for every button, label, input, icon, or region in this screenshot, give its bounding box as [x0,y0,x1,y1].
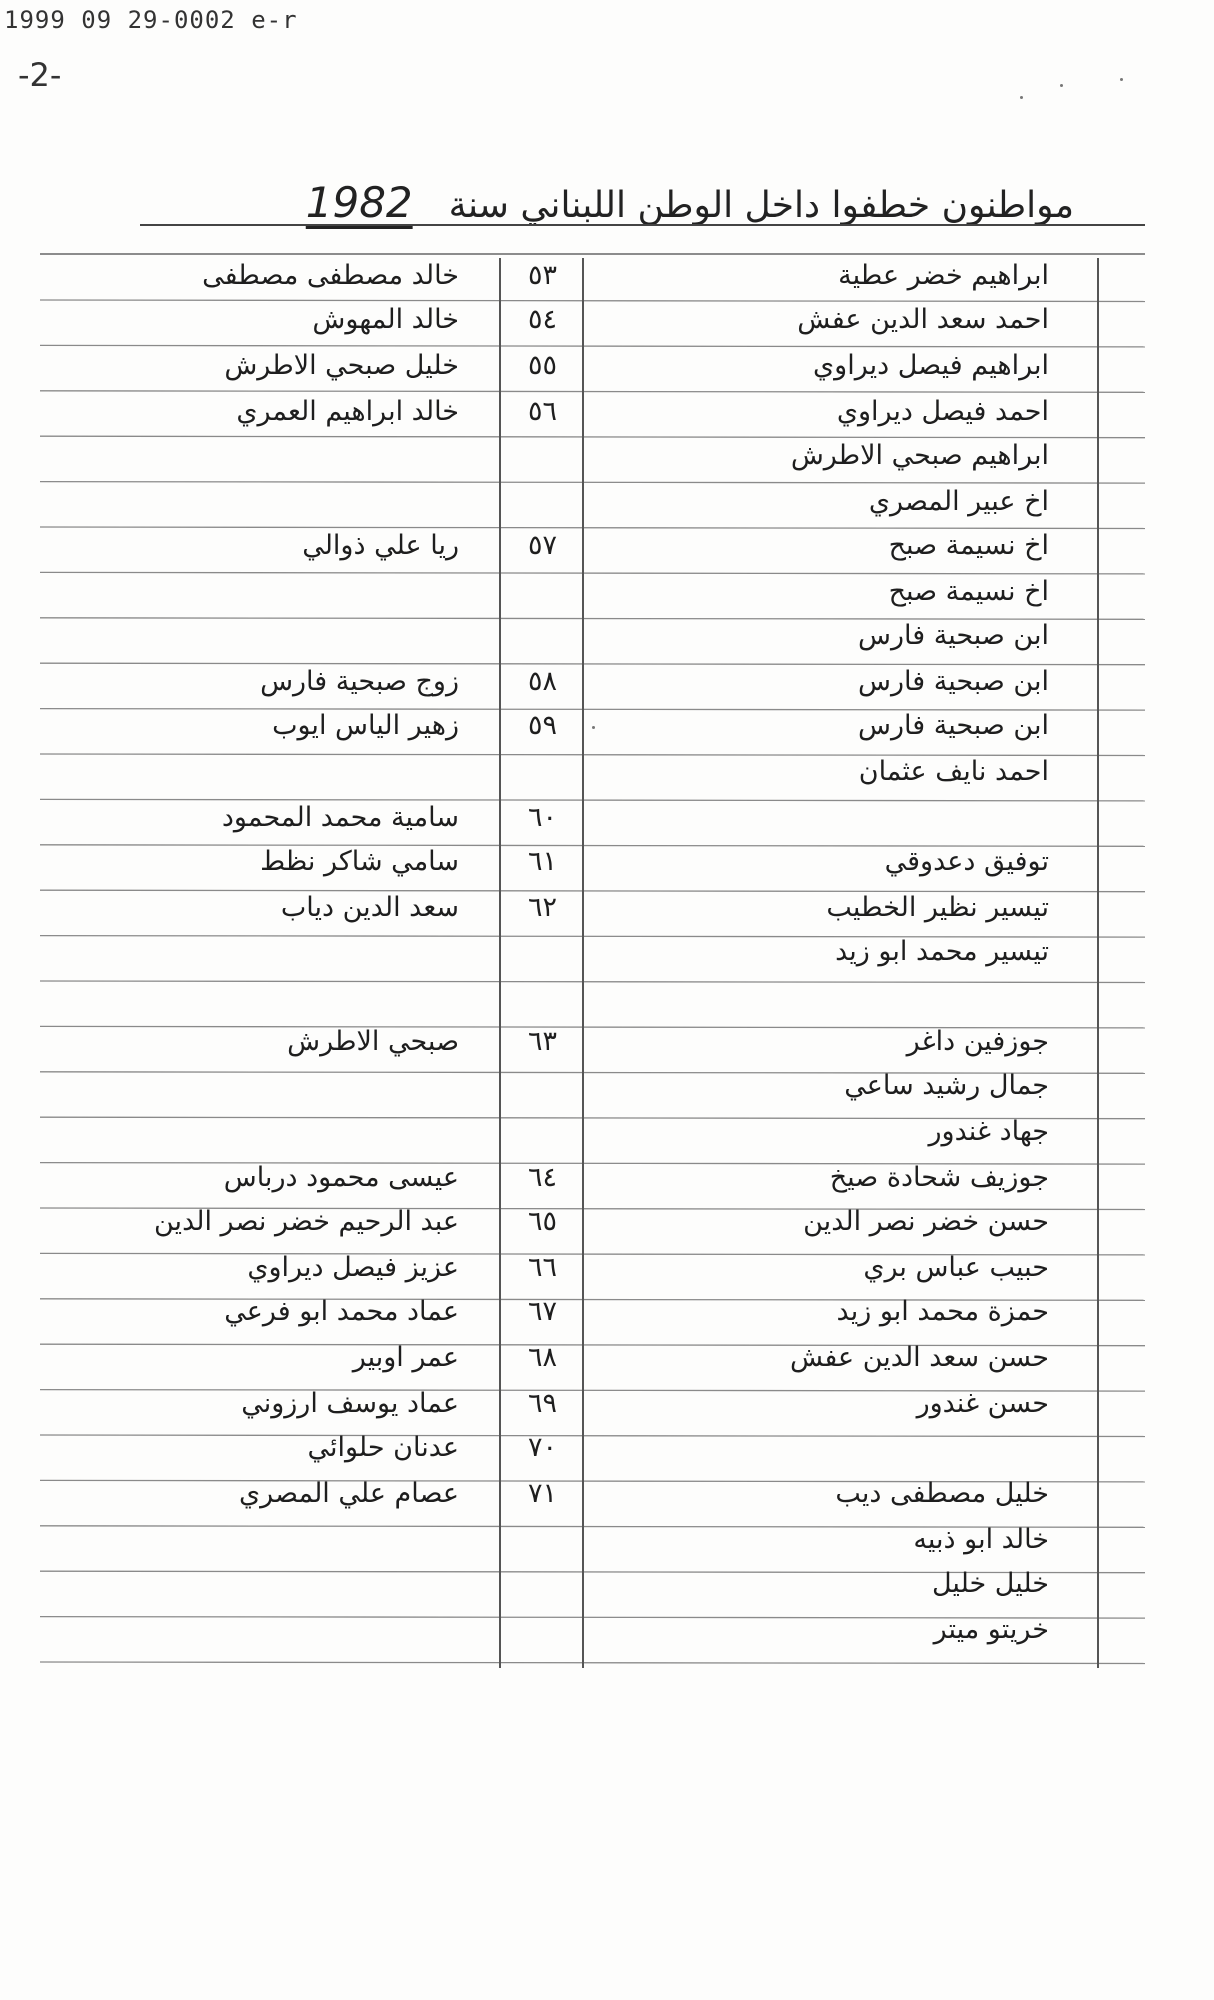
page-number: -2- [18,56,62,94]
row-number: ٥٣ [527,260,557,291]
row-number: ٧٠ [527,1432,557,1463]
ruled-line [40,1662,1145,1664]
scan-speck [1020,96,1023,99]
list-item: ابراهيم خضر عطية [838,260,1049,291]
row-number: ٦١ [527,846,557,877]
list-item: ابن صبحية فارس [858,666,1049,697]
list-item: احمد نايف عثمان [858,756,1049,787]
list-item: عماد محمد ابو فرعي [224,1296,459,1327]
list-item: ابراهيم فيصل ديراوي [813,350,1049,381]
list-item: حسن غندور [916,1388,1049,1419]
ruled-line [40,981,1145,983]
row-number: ٥٩ [527,710,557,741]
list-item: خليل خليل [931,1568,1049,1599]
list-item: اخ عبير المصري [868,486,1049,517]
ruled-line [40,345,1145,347]
list-item: احمد سعد الدين عفش [797,304,1049,335]
list-item: سامية محمد المحمود [221,802,459,833]
row-number: ٥٨ [527,666,557,697]
list-item: خالد ابو ذبيه [913,1524,1049,1555]
row-number: ٦٣ [527,1026,557,1057]
list-item: سعد الدين دياب [280,892,459,923]
list-item: ابن صبحية فارس [858,620,1049,651]
ruled-line [40,799,1145,801]
ruled-line [40,1435,1145,1437]
list-item: عصام علي المصري [239,1478,459,1509]
list-item: زهير الياس ايوب [272,710,459,741]
list-item: ابراهيم صبحي الاطرش [790,440,1049,471]
list-item: خليل مصطفى ديب [835,1478,1049,1509]
ruled-line [40,391,1145,393]
row-number: ٥٤ [527,304,557,335]
row-number: ٦٢ [527,892,557,923]
row-number: ٦٦ [527,1252,557,1283]
list-item: عيسى محمود درباس [223,1162,459,1193]
list-item: عبد الرحيم خضر نصر الدين [154,1206,459,1237]
list-item: خالد المهوش [312,304,459,335]
row-number: ٦٩ [527,1388,557,1419]
list-item: خليل صبحي الاطرش [224,350,459,381]
list-item: سامي شاكر نظط [260,846,459,877]
row-number: ٦٨ [527,1342,557,1373]
list-item: زوج صبحية فارس [260,666,459,697]
row-number: ٦٠ [527,802,557,833]
list-item: جوزيف شحادة صيخ [829,1162,1049,1193]
row-number: ٦٥ [527,1206,557,1237]
list-item: ابن صبحية فارس [858,710,1049,741]
list-item: خريتو ميتر [933,1614,1049,1645]
list-item: حبيب عباس بري [863,1252,1049,1283]
list-item: خالد مصطفى مصطفى [202,260,459,291]
row-number: ٥٦ [527,396,557,427]
row-number: ٥٥ [527,350,557,381]
list-item: جهاد غندور [928,1116,1049,1147]
document-id-stamp: 1999 09 29-0002 e-r [4,6,298,34]
list-item: جمال رشيد ساعي [844,1070,1049,1101]
title-year: 1982 [305,178,413,227]
row-number: ٧١ [527,1478,557,1509]
list-item: اخ نسيمة صبح [888,576,1049,607]
list-item: احمد فيصل ديراوي [836,396,1049,427]
title-text: مواطنون خطفوا داخل الوطن اللبناني سنة [448,185,1074,226]
list-item: خالد ابراهيم العمري [236,396,459,427]
list-item: حسن خضر نصر الدين [803,1206,1049,1237]
list-item: تيسير محمد ابو زيد [835,936,1049,967]
list-item: عزيز فيصل ديراوي [247,1252,459,1283]
list-item: صبحي الاطرش [287,1026,459,1057]
row-number: ٦٧ [527,1296,557,1327]
scan-speck [1060,84,1063,87]
list-item: عمر اوبير [352,1342,459,1373]
ruled-line [40,482,1145,484]
scan-speck [592,726,595,729]
list-item: اخ نسيمة صبح [888,530,1049,561]
list-item: جوزفين داغر [906,1026,1049,1057]
list-item: تيسير نظير الخطيب [826,892,1049,923]
list-item: حسن سعد الدين عفش [789,1342,1049,1373]
list-item: عدنان حلوائي [307,1432,459,1463]
list-item: حمزة محمد ابو زيد [836,1296,1049,1327]
row-number: ٥٧ [527,530,557,561]
list-item: ريا علي ذوالي [302,530,459,561]
list-item: توفيق دعدوقي [884,846,1049,877]
row-number: ٦٤ [527,1162,557,1193]
list-item: عماد يوسف ارزوني [241,1388,459,1419]
scan-speck [1120,78,1123,81]
